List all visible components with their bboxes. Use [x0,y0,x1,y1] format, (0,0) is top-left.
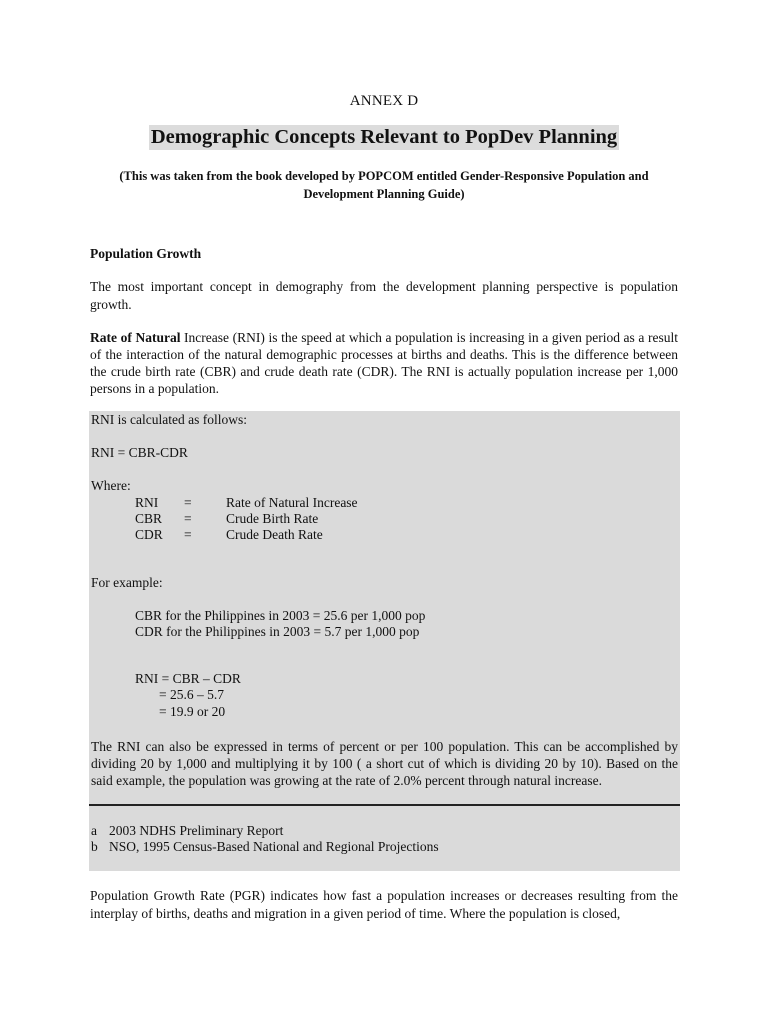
calc-line: = 19.9 or 20 [159,704,226,719]
footnote-text: 2003 NDHS Preliminary Report [109,823,284,838]
formula: RNI = CBR-CDR [91,445,188,460]
calc-line: RNI = CBR – CDR [135,671,241,686]
where-label: Where: [91,478,131,493]
definition-equals: = [184,511,192,526]
calc-line: = 25.6 – 5.7 [159,687,224,702]
intro-paragraph: The most important concept in demography from the development planning perspective is population growth. [90,279,678,312]
calc-intro: RNI is calculated as follows: [91,412,247,427]
definition-equals: = [184,495,192,510]
rni-body-text: Increase (RNI) is the speed at which a population is increasing in a given period as a result of the interaction of the natural demographic processes at births and deaths. This is the difference between the crude birth rate (CBR) and crude death rate (CDR). The RNI is actually population increase per 1,000 persons in a population. [90,330,679,396]
pgr-paragraph: Population Growth Rate (PGR) indicates how fast a population increases or decreases resulting from the interplay of births, deaths and migration in a given period of time. Where the population is closed, [90,888,678,921]
section-heading: Population Growth [90,246,202,261]
rni-calculation-box [89,411,680,871]
percent-explanation: The RNI can also be expressed in terms of percent or per 100 population. This can be accomplished by dividing 20 by 1,000 and multiplying it by 100 ( a short cut of which is dividing 20 by 10). Based on the said example, the population was growing at the rate of 2.0% percent through natural increase. [91,739,678,788]
definition-meaning: Crude Birth Rate [226,511,319,526]
footnote-text: NSO, 1995 Census-Based National and Regional Projections [109,839,439,854]
annex-label: ANNEX D [349,93,419,109]
definition-abbr: CDR [135,527,163,542]
example-line: CBR for the Philippines in 2003 = 25.6 per 1,000 pop [135,608,426,623]
document-title: Demographic Concepts Relevant to PopDev Planning [150,126,618,148]
definition-abbr: RNI [135,495,159,510]
title-container [0,125,768,150]
definition-meaning: Crude Death Rate [226,527,323,542]
footnote-mark: a [91,823,97,838]
footnote-divider [89,804,680,806]
definition-equals: = [184,527,192,542]
rni-lead-text: Rate of Natural [90,330,181,345]
example-line: CDR for the Philippines in 2003 = 5.7 per 1,000 pop [135,624,420,639]
document-subtitle: (This was taken from the book developed by POPCOM entitled Gender-Responsive Population and Development Planning Guide) [119,169,649,201]
definition-abbr: CBR [135,511,163,526]
footnote-mark: b [91,839,98,854]
example-label: For example: [91,575,163,590]
rni-paragraph [90,329,678,397]
definition-meaning: Rate of Natural Increase [226,495,358,510]
